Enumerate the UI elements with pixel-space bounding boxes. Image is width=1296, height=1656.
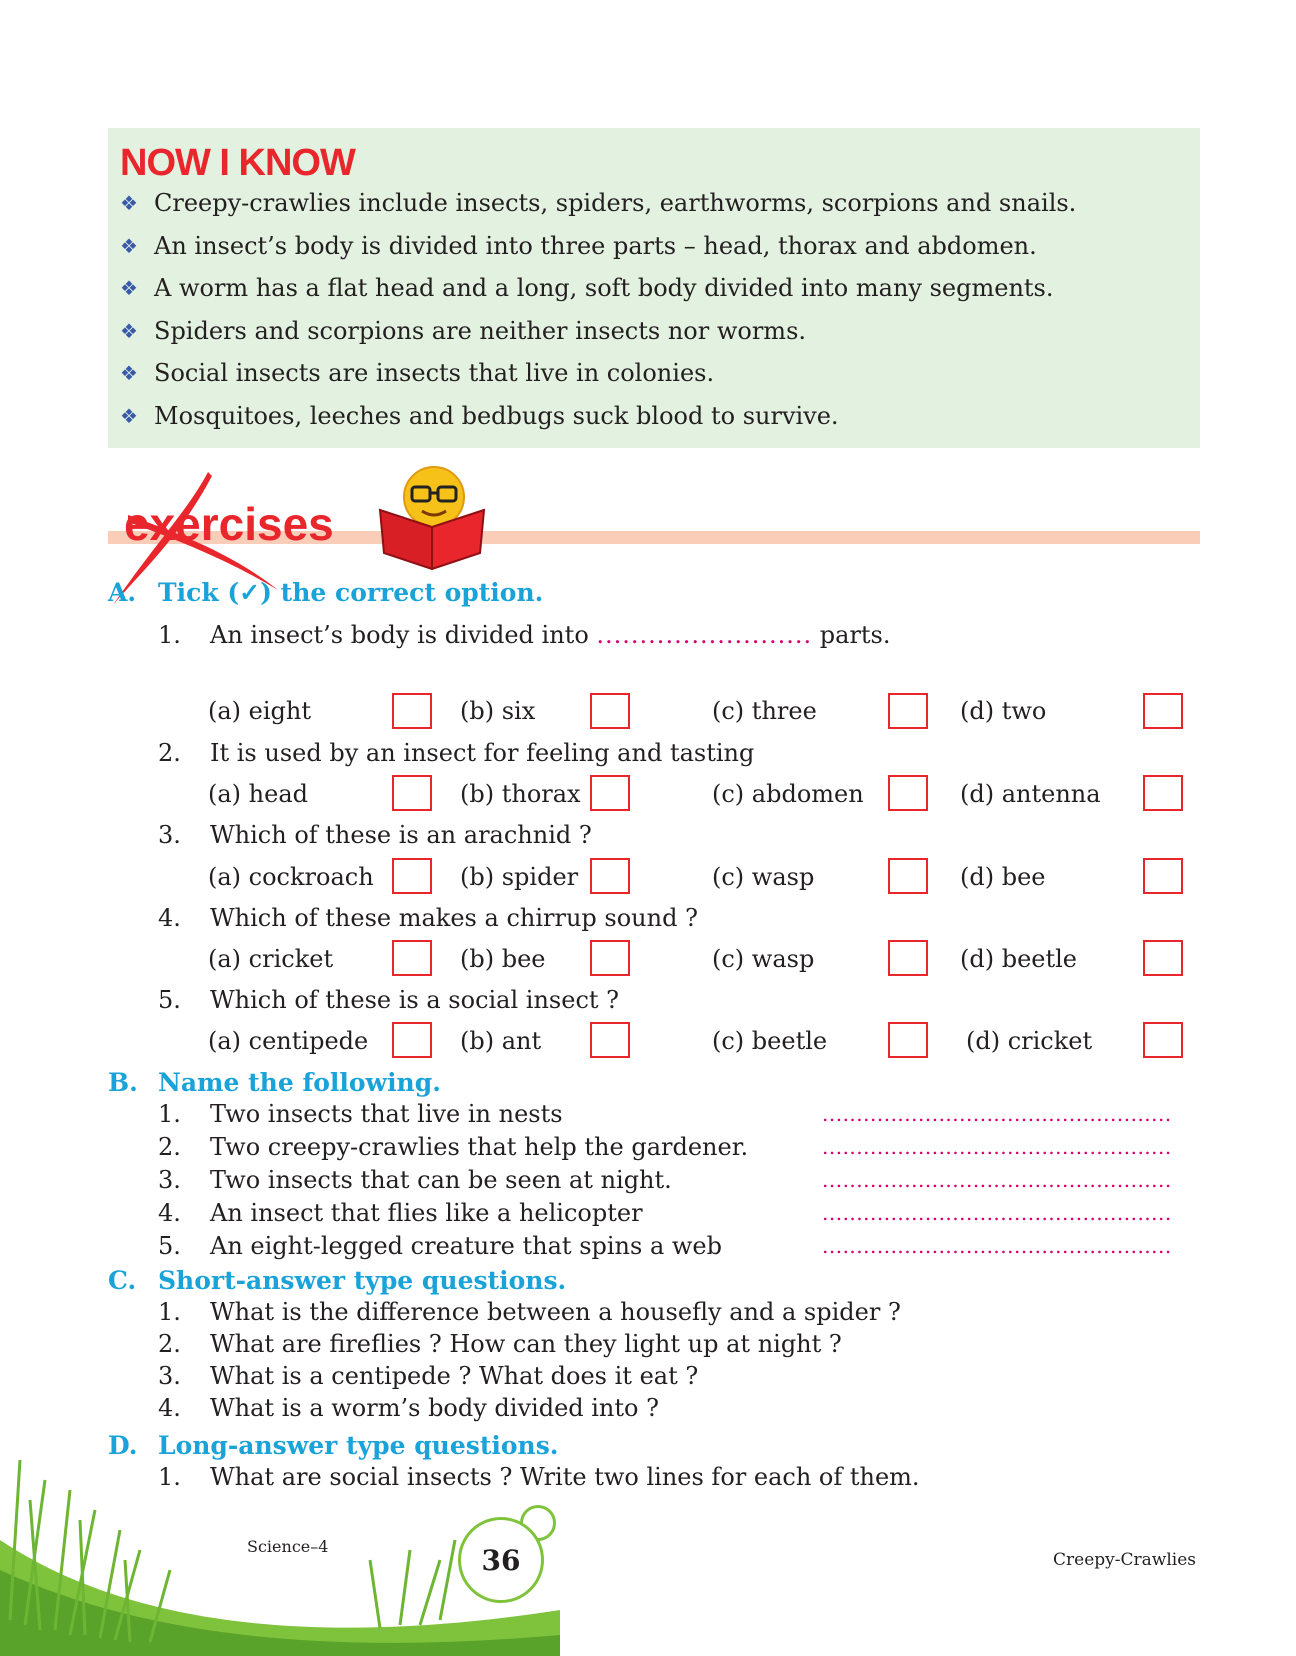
option-b: (b) six: [460, 697, 536, 725]
diamond-bullet-icon: ❖: [120, 318, 138, 343]
tick-box[interactable]: [1143, 858, 1183, 894]
section-c-heading: C. Short-answer type questions.: [108, 1266, 567, 1295]
tick-box[interactable]: [392, 1022, 432, 1058]
option-b: (b) bee: [460, 945, 546, 973]
answer-blank[interactable]: ...................................................: [822, 1102, 1172, 1126]
option-d: (d) beetle: [960, 945, 1078, 973]
question-1: 1. An insect’s body is divided into ......................... parts.: [158, 621, 891, 649]
chapter-title: Creepy-Crawlies: [1053, 1550, 1196, 1570]
tick-box[interactable]: [392, 775, 432, 811]
option-a: (a) centipede: [208, 1027, 369, 1055]
short-question-2: 2. What are fireflies ? How can they light up at night ?: [158, 1330, 842, 1358]
option-d: (d) two: [960, 697, 1047, 725]
name-item-3: 3. Two insects that can be seen at night.: [158, 1166, 672, 1194]
option-d: (d) cricket: [966, 1027, 1093, 1055]
option-c: (c) three: [712, 697, 817, 725]
diamond-bullet-icon: ❖: [120, 276, 138, 301]
answer-blank[interactable]: ...................................................: [822, 1201, 1172, 1225]
option-a: (a) head: [208, 780, 308, 808]
diamond-bullet-icon: ❖: [120, 403, 138, 428]
tick-box[interactable]: [888, 1022, 928, 1058]
option-c: (c) abdomen: [712, 780, 864, 808]
list-item: ❖ Mosquitoes, leeches and bedbugs suck blood to survive.: [120, 401, 839, 430]
answer-blank[interactable]: ...................................................: [822, 1234, 1172, 1258]
option-a: (a) eight: [208, 697, 312, 725]
tick-box[interactable]: [1143, 775, 1183, 811]
now-i-know-box: [108, 128, 1200, 448]
now-i-know-title: NOW I KNOW: [120, 142, 355, 184]
tick-box[interactable]: [1143, 1022, 1183, 1058]
name-item-4: 4. An insect that flies like a helicopter: [158, 1199, 643, 1227]
tick-box[interactable]: [392, 693, 432, 729]
tick-box[interactable]: [590, 693, 630, 729]
question-5: 5. Which of these is a social insect ?: [158, 986, 620, 1014]
tick-box[interactable]: [392, 940, 432, 976]
option-c: (c) beetle: [712, 1027, 828, 1055]
option-b: (b) ant: [460, 1027, 542, 1055]
option-b: (b) spider: [460, 863, 579, 891]
question-3: 3. Which of these is an arachnid ?: [158, 821, 592, 849]
option-d: (d) antenna: [960, 780, 1101, 808]
option-c: (c) wasp: [712, 863, 815, 891]
answer-blank[interactable]: ...................................................: [822, 1168, 1172, 1192]
exercises-logo-text: exercises: [124, 498, 334, 550]
list-item: ❖ Spiders and scorpions are neither insects nor worms.: [120, 316, 807, 345]
now-i-know-list: [120, 188, 1076, 444]
tick-box[interactable]: [590, 940, 630, 976]
diamond-bullet-icon: ❖: [120, 361, 138, 386]
reading-smiley-icon: [372, 465, 492, 570]
list-item: ❖ Creepy-crawlies include insects, spiders, earthworms, scorpions and snails.: [120, 189, 1077, 217]
tick-box[interactable]: [888, 940, 928, 976]
short-question-4: 4. What is a worm’s body divided into ?: [158, 1394, 659, 1422]
section-a-heading: A. Tick (✓) the correct option.: [108, 578, 544, 607]
option-a: (a) cockroach: [208, 863, 374, 891]
tick-box[interactable]: [590, 775, 630, 811]
tick-box[interactable]: [888, 858, 928, 894]
list-item: ❖ Social insects are insects that live in colonies.: [120, 359, 715, 388]
option-a: (a) cricket: [208, 945, 334, 973]
section-b-heading: B. Name the following.: [108, 1068, 441, 1097]
section-d-heading: D. Long-answer type questions.: [108, 1431, 559, 1460]
tick-box[interactable]: [392, 858, 432, 894]
short-question-1: 1. What is the difference between a housefly and a spider ?: [158, 1298, 901, 1326]
name-item-2: 2. Two creepy-crawlies that help the gardener.: [158, 1133, 749, 1161]
blank-line: .........................: [596, 621, 813, 649]
list-item: ❖ A worm has a flat head and a long, soft body divided into many segments.: [120, 274, 1054, 303]
option-d: (d) bee: [960, 863, 1046, 891]
list-item: ❖ An insect’s body is divided into three parts – head, thorax and abdomen.: [120, 231, 1037, 260]
option-b: (b) thorax: [460, 780, 581, 808]
question-2: 2. It is used by an insect for feeling and tasting: [158, 739, 755, 767]
diamond-bullet-icon: ❖: [120, 191, 138, 215]
answer-blank[interactable]: ...................................................: [822, 1135, 1172, 1159]
diamond-bullet-icon: ❖: [120, 233, 138, 258]
option-c: (c) wasp: [712, 945, 815, 973]
short-question-3: 3. What is a centipede ? What does it eat ?: [158, 1362, 699, 1390]
name-item-5: 5. An eight-legged creature that spins a web: [158, 1232, 722, 1260]
book-title: Science–4: [247, 1537, 329, 1556]
tick-box[interactable]: [1143, 940, 1183, 976]
question-4: 4. Which of these makes a chirrup sound ?: [158, 904, 698, 932]
page-number: 36: [458, 1517, 544, 1603]
tick-box[interactable]: [590, 858, 630, 894]
tick-box[interactable]: [1143, 693, 1183, 729]
name-item-1: 1. Two insects that live in nests: [158, 1100, 563, 1128]
tick-box[interactable]: [888, 775, 928, 811]
tick-box[interactable]: [590, 1022, 630, 1058]
tick-box[interactable]: [888, 693, 928, 729]
long-question-1: 1. What are social insects ? Write two lines for each of them.: [158, 1463, 920, 1491]
